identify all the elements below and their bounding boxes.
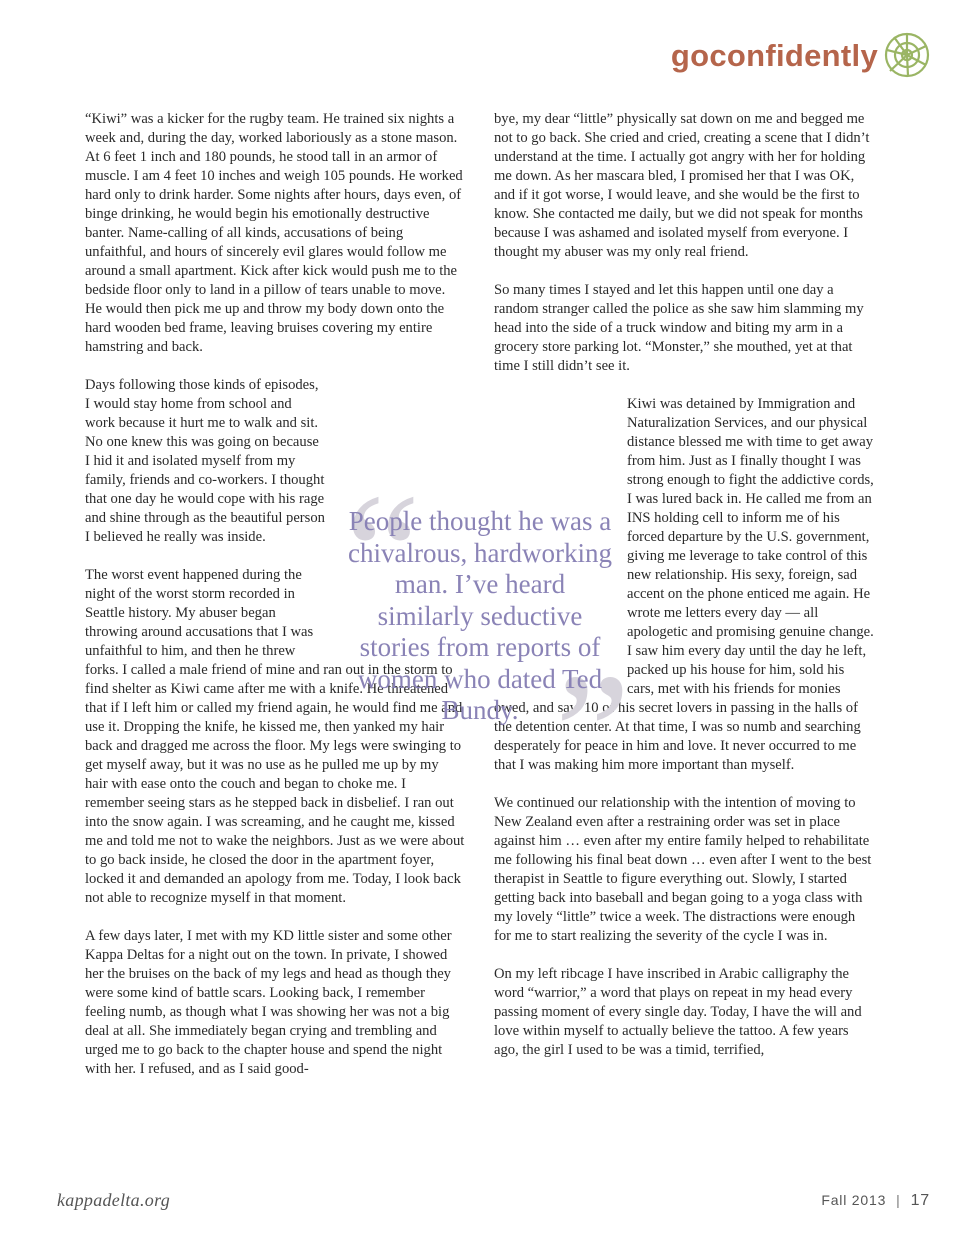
- pull-quote-text: People thought he was a chivalrous, hardworking man. I’ve heard similarly seductive stories from reports of women who dated Ted Bundy.: [348, 506, 612, 725]
- paragraph: On my left ribcage I have inscribed in Arabic calligraphy the word “warrior,” a word that plays on repeat in my head every passing moment of every single day. Today, I have the will and love within myself to actually believe the tattoo. A few years ago, the girl I used to be was a timid, terrified,: [494, 966, 862, 1058]
- footer-separator: |: [896, 1192, 901, 1208]
- issue-label: Fall 2013: [821, 1192, 887, 1208]
- footer-site: kappadelta.org: [57, 1190, 171, 1210]
- paragraph: A few days later, I met with my KD little sister and some other Kappa Deltas for a night out on the town. In private, I showed her the bruises on the back of my legs and head as though they were some kind of battle scars. Looking back, I remember feeling numb, as though what I was showing her was not a big deal at all. She immediately began crying and trembling and urged me to go back to the chapter house and spend the night with her. I refused, and as I said good-: [85, 928, 452, 1077]
- open-quote-mark: “: [345, 459, 421, 647]
- paragraph: We continued our relationship with the intention of moving to New Zealand even after a restraining order was set in place against him … even after my entire family helped to rehabilitate me following his final beat down … even after I went to the best therapist in Seattle to figure everything out. Slowly, I started getting back into baseball and began going to a yoga class with my lovely “little” twice a week. The distractions were enough for me to start realizing the severity of the cycle I was in.: [494, 795, 872, 944]
- brand-header: [671, 26, 930, 84]
- footer-page-info: [821, 1192, 930, 1210]
- close-quote-mark: ”: [555, 639, 631, 827]
- pull-quote: [345, 459, 631, 827]
- paragraph: So many times I stayed and let this happen until one day a random stranger called the police as she saw him slamming my head into the side of a truck window and biting my arm in a grocery store parking lot. “Monster,” she mouthed, yet at that time I still didn’t see it.: [494, 282, 864, 374]
- paragraph: bye, my dear “little” physically sat down on me and begged me not to go back. She cried and cried, creating a scene that I didn’t understand at the time. I actually got angry with her for holding me down. As her mascara bled, I promised her that I was OK, and if it got worse, I would leave, and she would be the first to know. She contacted me daily, but we did not speak for months because I was ashamed and isolated myself from everyone. I thought my abuser was my only real friend.: [494, 111, 870, 260]
- paragraph: “Kiwi” was a kicker for the rugby team. He trained six nights a week and, during the day, worked laboriously as a stone mason. At 6 feet 1 inch and 180 pounds, he stood tall in an armor of muscle. I am 4 feet 10 inches and weigh 105 pounds. He worked hard only to drink harder. Some nights after hours, days even, of binge drinking, he would begin his emotionally destructive banter. Name-calling of all kinds, accusations of being unfaithful, and hours of sincerely evil glares would follow me around a small apartment. Kick after kick would push me to the bedside floor only to land in a pillow of tears unable to move. He would then pick me up and throw my body down onto the hard wooden bed frame, leaving bruises covering my entire hamstring and back.: [85, 111, 463, 355]
- brand-name: goconfidently: [670, 37, 878, 73]
- nautilus-shell-icon: [880, 26, 930, 84]
- paragraph: Kiwi was detained by Immigration and Naturalization Services, and our physical distance blessed me with time to get away from him. Just as I finally thought I was strong enough to fight the addictive cords, I was lured back in. He called me from an INS holding cell to inform me of his forced departure by the U.S. government, giving me leverage to take control of this new relationship. His sexy, foreign, sad accent on the phone enticed me again. He wrote me letters every day — all apologetic and promising genuine change. I saw him every day until the day he left, packed up his house for him, sold his cars, met with his friends for monies owed, and saw 10 of his secret lovers in passing in the halls of the detention center. At that time, I was so numb and searching desperately for peace in him and love. It never occurred to me that I was making him more important than myself.: [494, 396, 874, 773]
- paragraph: Days following those kinds of episodes, I would stay home from school and work because it hurt me to walk and sit. No one knew this was going on because I hid it and isolated myself from my family, friends and co-workers. I thought that one day he would cope with his rage and shine through as the beautiful person I believed he really was inside.: [85, 377, 325, 545]
- paragraph: The worst event happened during the night of the worst storm recorded in Seattle history. My abuser began throwing around accusations that I was unfaithful to him, and then he threw forks. I called a male friend of mine and ran out in the storm to find shelter as Kiwi came after me with a knife. He threatened that if I left him or called my friend again, he would find me and use it. Dropping the knife, he kissed me, then yanked my hair back and dragged me across the floor. My legs were swinging to get myself away, but it was no use as he pulled me up by my hair with ease onto the couch and began to choke me. I remember seeing stars as he stepped back in disbelief. I ran out into the snow again. I was screaming, and he caught me, kissed me and told me not to wake the neighbors. Just as we were about to go back inside, he closed the door in the apartment foyer, locked it and demanded an apology from me. Today, I look back not able to recognize myself in that moment.: [85, 567, 465, 906]
- page-number: 17: [910, 1192, 930, 1209]
